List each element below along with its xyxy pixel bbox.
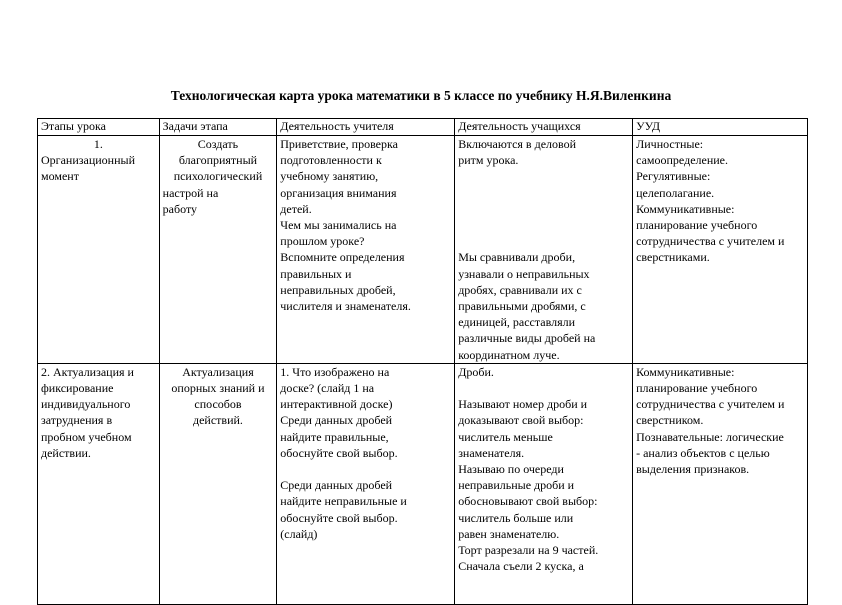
- text-line: обосновывают свой выбор:: [458, 494, 598, 509]
- text-line: найдите правильные,: [280, 429, 389, 444]
- text-line: индивидуального: [41, 397, 131, 412]
- text-line: планирование учебного: [636, 381, 758, 396]
- text-line: Создать: [197, 137, 239, 151]
- text-line: благоприятный: [178, 153, 258, 168]
- cell-students: [455, 136, 633, 364]
- text-line: затруднения в: [41, 413, 113, 428]
- text-line: Сначала съели 2 куска, а: [458, 559, 584, 574]
- text-line: Дроби.: [458, 364, 494, 379]
- text-line: планирование учебного: [636, 218, 758, 233]
- text-line: опорных знаний и: [171, 381, 265, 396]
- text-line: Коммуникативные:: [636, 201, 735, 216]
- text-line: Называю по очереди: [458, 462, 564, 477]
- text-line: организация внимания: [280, 185, 397, 200]
- text-line: Торт разрезали на 9 частей.: [458, 543, 599, 558]
- text-line: знаменателя.: [458, 445, 525, 460]
- text-line: (слайд): [280, 526, 318, 541]
- cell-task: [159, 363, 277, 604]
- text-line: психологический: [173, 169, 263, 184]
- text-line: координатном луче.: [458, 347, 560, 362]
- spacer: [280, 461, 451, 477]
- text-line: обоснуйте свой выбор.: [280, 445, 398, 460]
- text-line: Регулятивные:: [636, 169, 711, 184]
- text-line: сверстниками.: [636, 250, 710, 265]
- text-line: действий.: [193, 413, 243, 428]
- text-line: различные виды дробей на: [458, 331, 596, 346]
- text-line: Личностные:: [636, 137, 704, 151]
- text-line: детей.: [280, 201, 312, 216]
- text-line: способов: [194, 397, 242, 412]
- table-row: [38, 363, 808, 604]
- document-title: Технологическая карта урока математики в 5 классе по учебнику Н.Я.Виленкина: [170, 88, 672, 103]
- text-line: подготовленности к: [280, 153, 382, 168]
- table-header-row: [38, 119, 808, 136]
- text-line: единицей, расставляли: [458, 315, 576, 330]
- header-uud: УУД: [633, 119, 808, 136]
- text-line: Мы сравнивали дроби,: [458, 250, 576, 265]
- header-students: Деятельность учащихся: [455, 119, 633, 136]
- spacer: [458, 168, 629, 249]
- text-line: работу: [162, 201, 198, 216]
- text-line: Вспомните определения: [280, 250, 405, 265]
- cell-teacher: [277, 136, 455, 364]
- text-line: Среди данных дробей: [280, 478, 393, 493]
- text-line: Коммуникативные:: [636, 364, 735, 379]
- text-line: интерактивной доске): [280, 397, 393, 412]
- text-line: целеполагание.: [636, 185, 715, 200]
- text-line: пробном учебном: [41, 429, 132, 444]
- cell-stage: [38, 363, 160, 604]
- text-line: момент: [41, 169, 79, 184]
- text-line: фиксирование: [41, 381, 114, 396]
- text-line: Познавательные: логические: [636, 429, 784, 444]
- text-line: неправильные дроби и: [458, 478, 575, 493]
- text-line: 2. Актуализация и: [41, 364, 134, 379]
- text-line: дробях, сравнивали их с: [458, 282, 582, 297]
- text-line: 1. Что изображено на: [280, 364, 390, 379]
- table-row: [38, 136, 808, 364]
- text-line: равен знаменателю.: [458, 526, 560, 541]
- spacer: [458, 380, 629, 396]
- text-line: сотрудничества с учителем и: [636, 234, 785, 249]
- text-line: Называют номер дроби и: [458, 397, 588, 412]
- text-line: доске? (слайд 1 на: [280, 381, 375, 396]
- text-line: действии.: [41, 445, 91, 460]
- text-line: числитель больше или: [458, 510, 574, 525]
- text-line: ритм урока.: [458, 153, 519, 168]
- text-line: правильных и: [280, 266, 352, 281]
- text-line: Организационный: [41, 153, 135, 168]
- text-line: Актуализация: [182, 364, 254, 379]
- text-line: узнавали о неправильных: [458, 266, 590, 281]
- header-stage: Этапы урока: [38, 119, 160, 136]
- cell-students: [455, 363, 633, 604]
- header-task: Задачи этапа: [159, 119, 277, 136]
- header-teacher: Деятельность учителя: [277, 119, 455, 136]
- cell-task: [159, 136, 277, 364]
- text-line: правильными дробями, с: [458, 299, 586, 314]
- text-line: числитель меньше: [458, 429, 553, 444]
- text-line: - анализ объектов с целью: [636, 445, 770, 460]
- cell-stage: [38, 136, 160, 364]
- cell-uud: [633, 363, 808, 604]
- text-line: неправильных дробей,: [280, 282, 396, 297]
- lesson-table: [37, 118, 808, 605]
- cell-teacher: [277, 363, 455, 604]
- text-line: сотрудничества с учителем и: [636, 397, 785, 412]
- text-line: обоснуйте свой выбор.: [280, 510, 398, 525]
- text-line: настрой на: [162, 185, 219, 200]
- text-line: Приветствие, проверка: [280, 137, 398, 151]
- text-line: 1.: [93, 137, 103, 151]
- cell-uud: [633, 136, 808, 364]
- text-line: прошлом уроке?: [280, 234, 365, 249]
- text-line: учебному занятию,: [280, 169, 379, 184]
- text-line: Чем мы занимались на: [280, 218, 397, 233]
- text-line: найдите неправильные и: [280, 494, 407, 509]
- text-line: выделения признаков.: [636, 462, 750, 477]
- text-line: Включаются в деловой: [458, 137, 577, 151]
- text-line: доказывают свой выбор:: [458, 413, 584, 428]
- text-line: Среди данных дробей: [280, 413, 393, 428]
- text-line: самоопределение.: [636, 153, 729, 168]
- text-line: сверстником.: [636, 413, 704, 428]
- text-line: числителя и знаменателя.: [280, 299, 411, 314]
